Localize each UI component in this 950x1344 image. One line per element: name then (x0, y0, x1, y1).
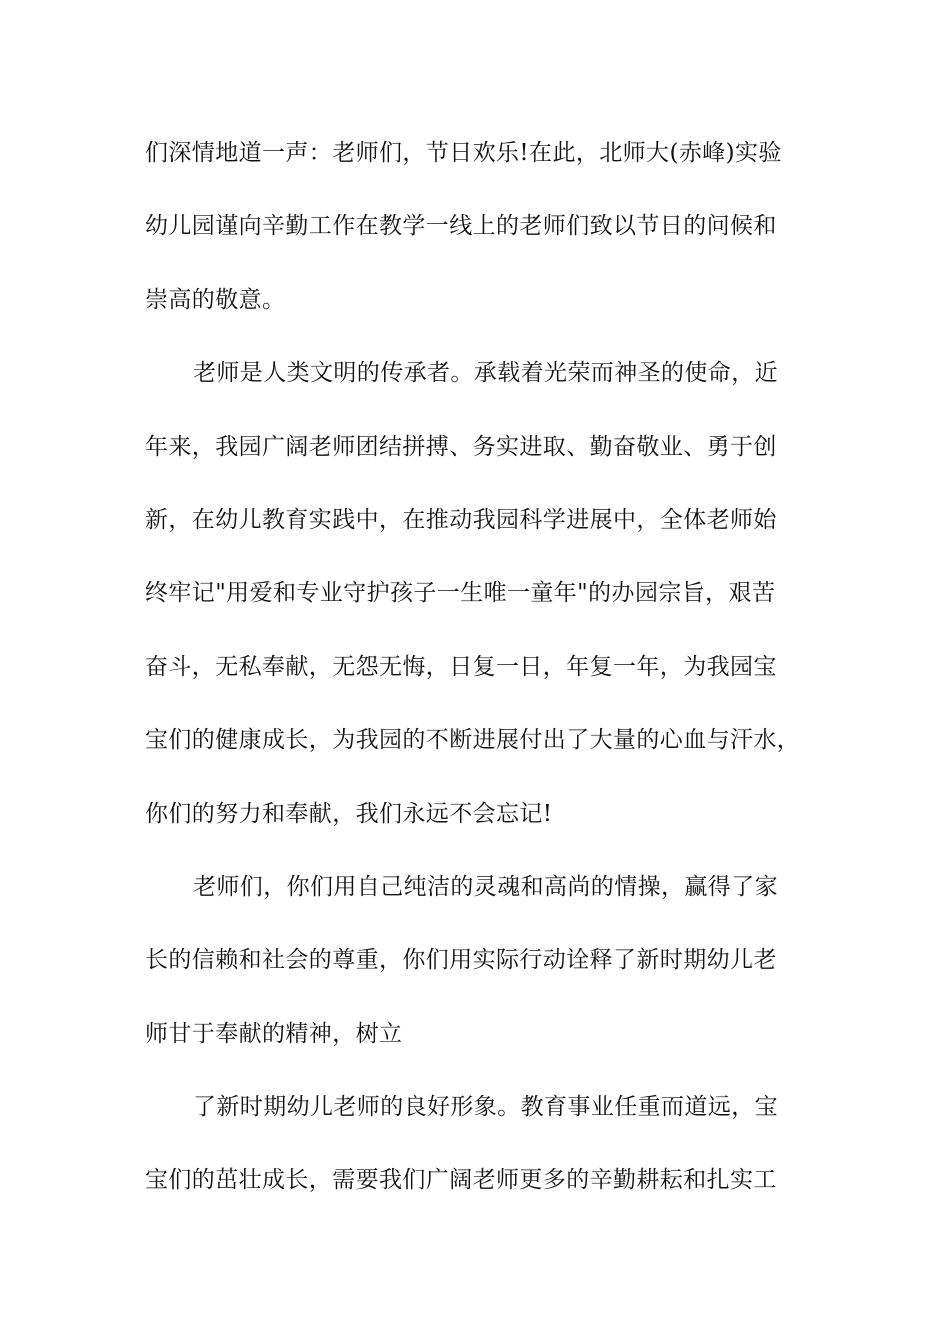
text-line: 终牢记"用爱和专业守护孩子一生唯一童年"的办园宗旨，艰苦 (145, 580, 776, 607)
text-line: 幼儿园谨向辛勤工作在教学一线上的老师们致以节日的问候和 (145, 213, 777, 240)
text-line: 宝们的健康成长，为我园的不断进展付出了大量的心血与汗水， (145, 727, 801, 754)
text-line: 长的信赖和社会的尊重，你们用实际行动诠释了新时期幼儿老 (145, 947, 777, 974)
text-line: 宝们的茁壮成长，需要我们广阔老师更多的辛勤耕耘和扎实工 (145, 1167, 777, 1194)
paragraph-first-line: 了新时期幼儿老师的良好形象。教育事业任重而道远，宝 (193, 1094, 778, 1121)
paragraph-first-line: 老师是人类文明的传承者。承载着光荣而神圣的使命，近 (193, 360, 778, 387)
text-line: 师甘于奉献的精神，树立 (145, 1020, 403, 1047)
paragraph-first-line: 老师们，你们用自己纯洁的灵魂和高尚的情操，赢得了家 (193, 873, 778, 900)
text-line: 新，在幼儿教育实践中，在推动我园科学进展中，全体老师始 (145, 506, 777, 533)
text-line: 年来，我园广阔老师团结拼搏、务实进取、勤奋敬业、勇于创 (145, 433, 777, 460)
body-text (145, 130, 825, 1231)
text-line: 奋斗，无私奉献，无怨无悔，日复一日，年复一年，为我园宝 (145, 653, 777, 680)
text-line: 你们的努力和奉献，我们永远不会忘记! (145, 800, 553, 827)
text-line: 们深情地道一声：老师们，节日欢乐!在此，北师大(赤峰)实验 (145, 140, 782, 166)
text-line: 崇高的敬意。 (145, 286, 286, 313)
